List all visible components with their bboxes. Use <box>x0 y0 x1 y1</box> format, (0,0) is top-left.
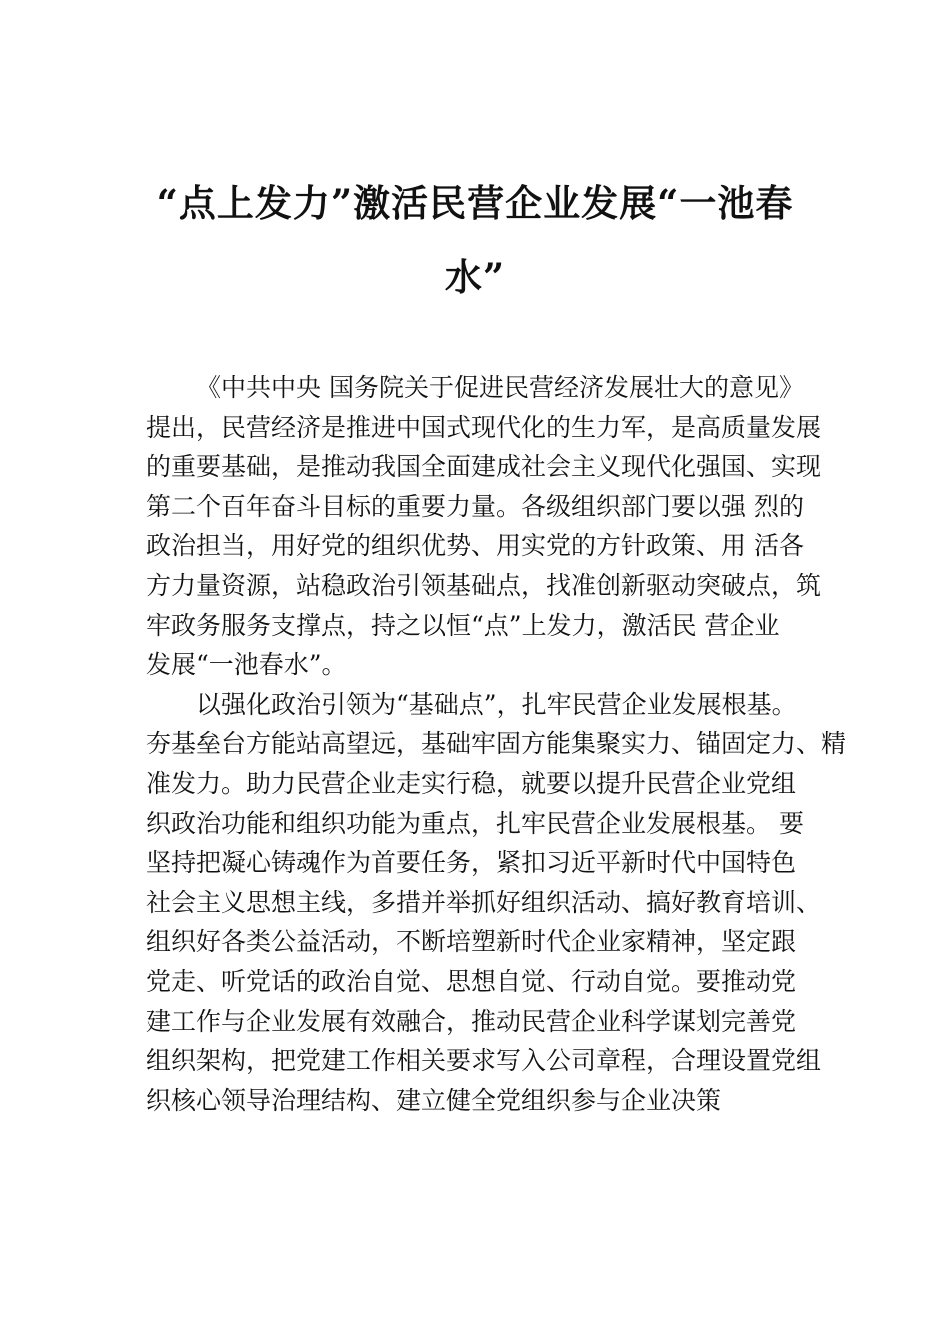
title-line-1: “点上发力”激活民营企业发展“一池春 <box>156 181 794 225</box>
paragraph-line: 牢政务服务支撑点，持之以恒“点”上发力，激活民 营企业 <box>146 610 780 640</box>
paragraph-line: 建工作与企业发展有效融合，推动民营企业科学谋划完善党 <box>146 1006 797 1036</box>
paragraph-line: 组织架构，把党建工作相关要求写入公司章程，合理设置党组 <box>146 1046 822 1076</box>
paragraph-line: 织核心领导治理结构、建立健全党组织参与企业决策 <box>146 1085 722 1115</box>
paragraph-line: 《中共中央 国务院关于促进民营经济发展壮大的意见》 <box>196 373 804 402</box>
paragraph-line: 党走、听党话的政治自觉、思想自觉、行动自觉。要推动党 <box>146 966 797 996</box>
paragraph-line: 的重要基础，是推动我国全面建成社会主义现代化强国、实现 <box>146 452 822 482</box>
paragraph-line: 坚持把凝心铸魂作为首要任务，紧扣习近平新时代中国特色 <box>146 848 797 878</box>
paragraph-line: 准发力。助力民营企业走实行稳，就要以提升民营企业党组 <box>146 768 797 798</box>
paragraph-line: 第二个百年奋斗目标的重要力量。各级组织部门要以强 烈的 <box>146 491 804 521</box>
paragraph-line: 方力量资源，站稳政治引领基础点，找准创新驱动突破点，筑 <box>146 570 822 600</box>
paragraph-line: 社会主义思想主线，多措并举抓好组织活动、搞好教育培训、 <box>146 887 822 917</box>
paragraph-line: 组织好各类公益活动，不断培塑新时代企业家精神，坚定跟 <box>146 927 797 957</box>
paragraph-line: 夯基垒台方能站高望远，基础牢固方能集聚实力、锚固定力、精 <box>146 729 847 759</box>
paragraph-line: 发展“一池春水”。 <box>146 650 347 680</box>
title-line-2: 水” <box>444 255 506 299</box>
article-body <box>146 368 847 1120</box>
paragraph-line: 以强化政治引领为“基础点”，扎牢民营企业发展根基。 <box>196 689 797 719</box>
paragraph-2 <box>146 685 847 1121</box>
document-title <box>140 166 810 314</box>
paragraph-line: 提出，民营经济是推进中国式现代化的生力军，是高质量发展 <box>146 412 822 442</box>
paragraph-1 <box>146 368 836 685</box>
paragraph-line: 织政治功能和组织功能为重点，扎牢民营企业发展根基。 要 <box>146 808 804 838</box>
paragraph-line: 政治担当，用好党的组织优势、用实党的方针政策、用 活各 <box>146 531 804 561</box>
